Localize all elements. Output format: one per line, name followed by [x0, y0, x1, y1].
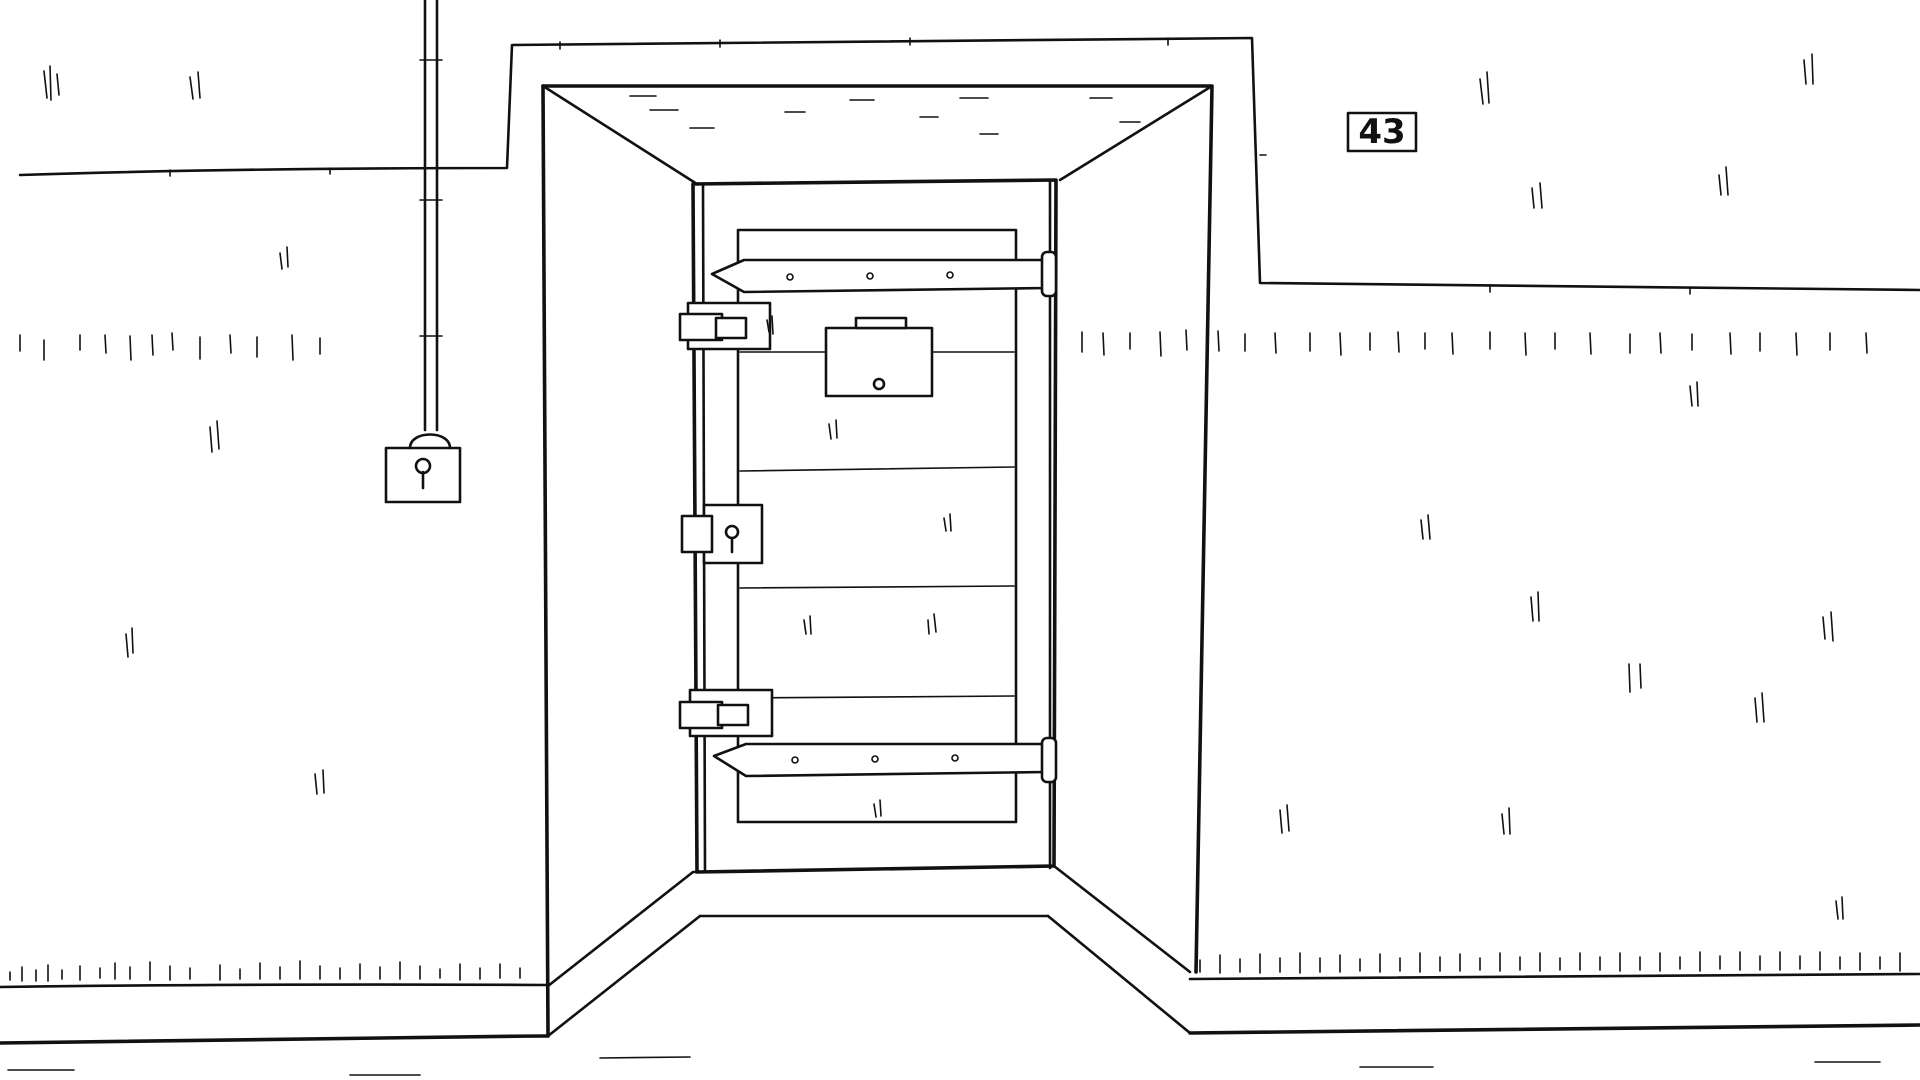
viewing-slot-cover[interactable]	[826, 328, 932, 396]
top-hinge-barrel	[1042, 252, 1056, 296]
door-viewing-slot[interactable]	[826, 318, 932, 396]
viewing-slot-handle[interactable]	[856, 318, 906, 328]
top-strap-hinge	[712, 260, 1046, 292]
lower-latch-catch	[718, 705, 748, 725]
upper-latch-catch	[716, 318, 746, 338]
bottom-strap-hinge	[714, 744, 1046, 776]
upper-latch[interactable]	[680, 303, 770, 349]
room-number-plate	[1348, 112, 1416, 152]
lock-bolt	[682, 516, 712, 552]
lower-latch[interactable]	[680, 690, 772, 736]
cell-door[interactable]	[680, 230, 1056, 822]
room-number: 43	[1358, 112, 1406, 152]
bottom-hinge-barrel	[1042, 738, 1056, 782]
lower-latch-bolt[interactable]	[680, 702, 722, 728]
